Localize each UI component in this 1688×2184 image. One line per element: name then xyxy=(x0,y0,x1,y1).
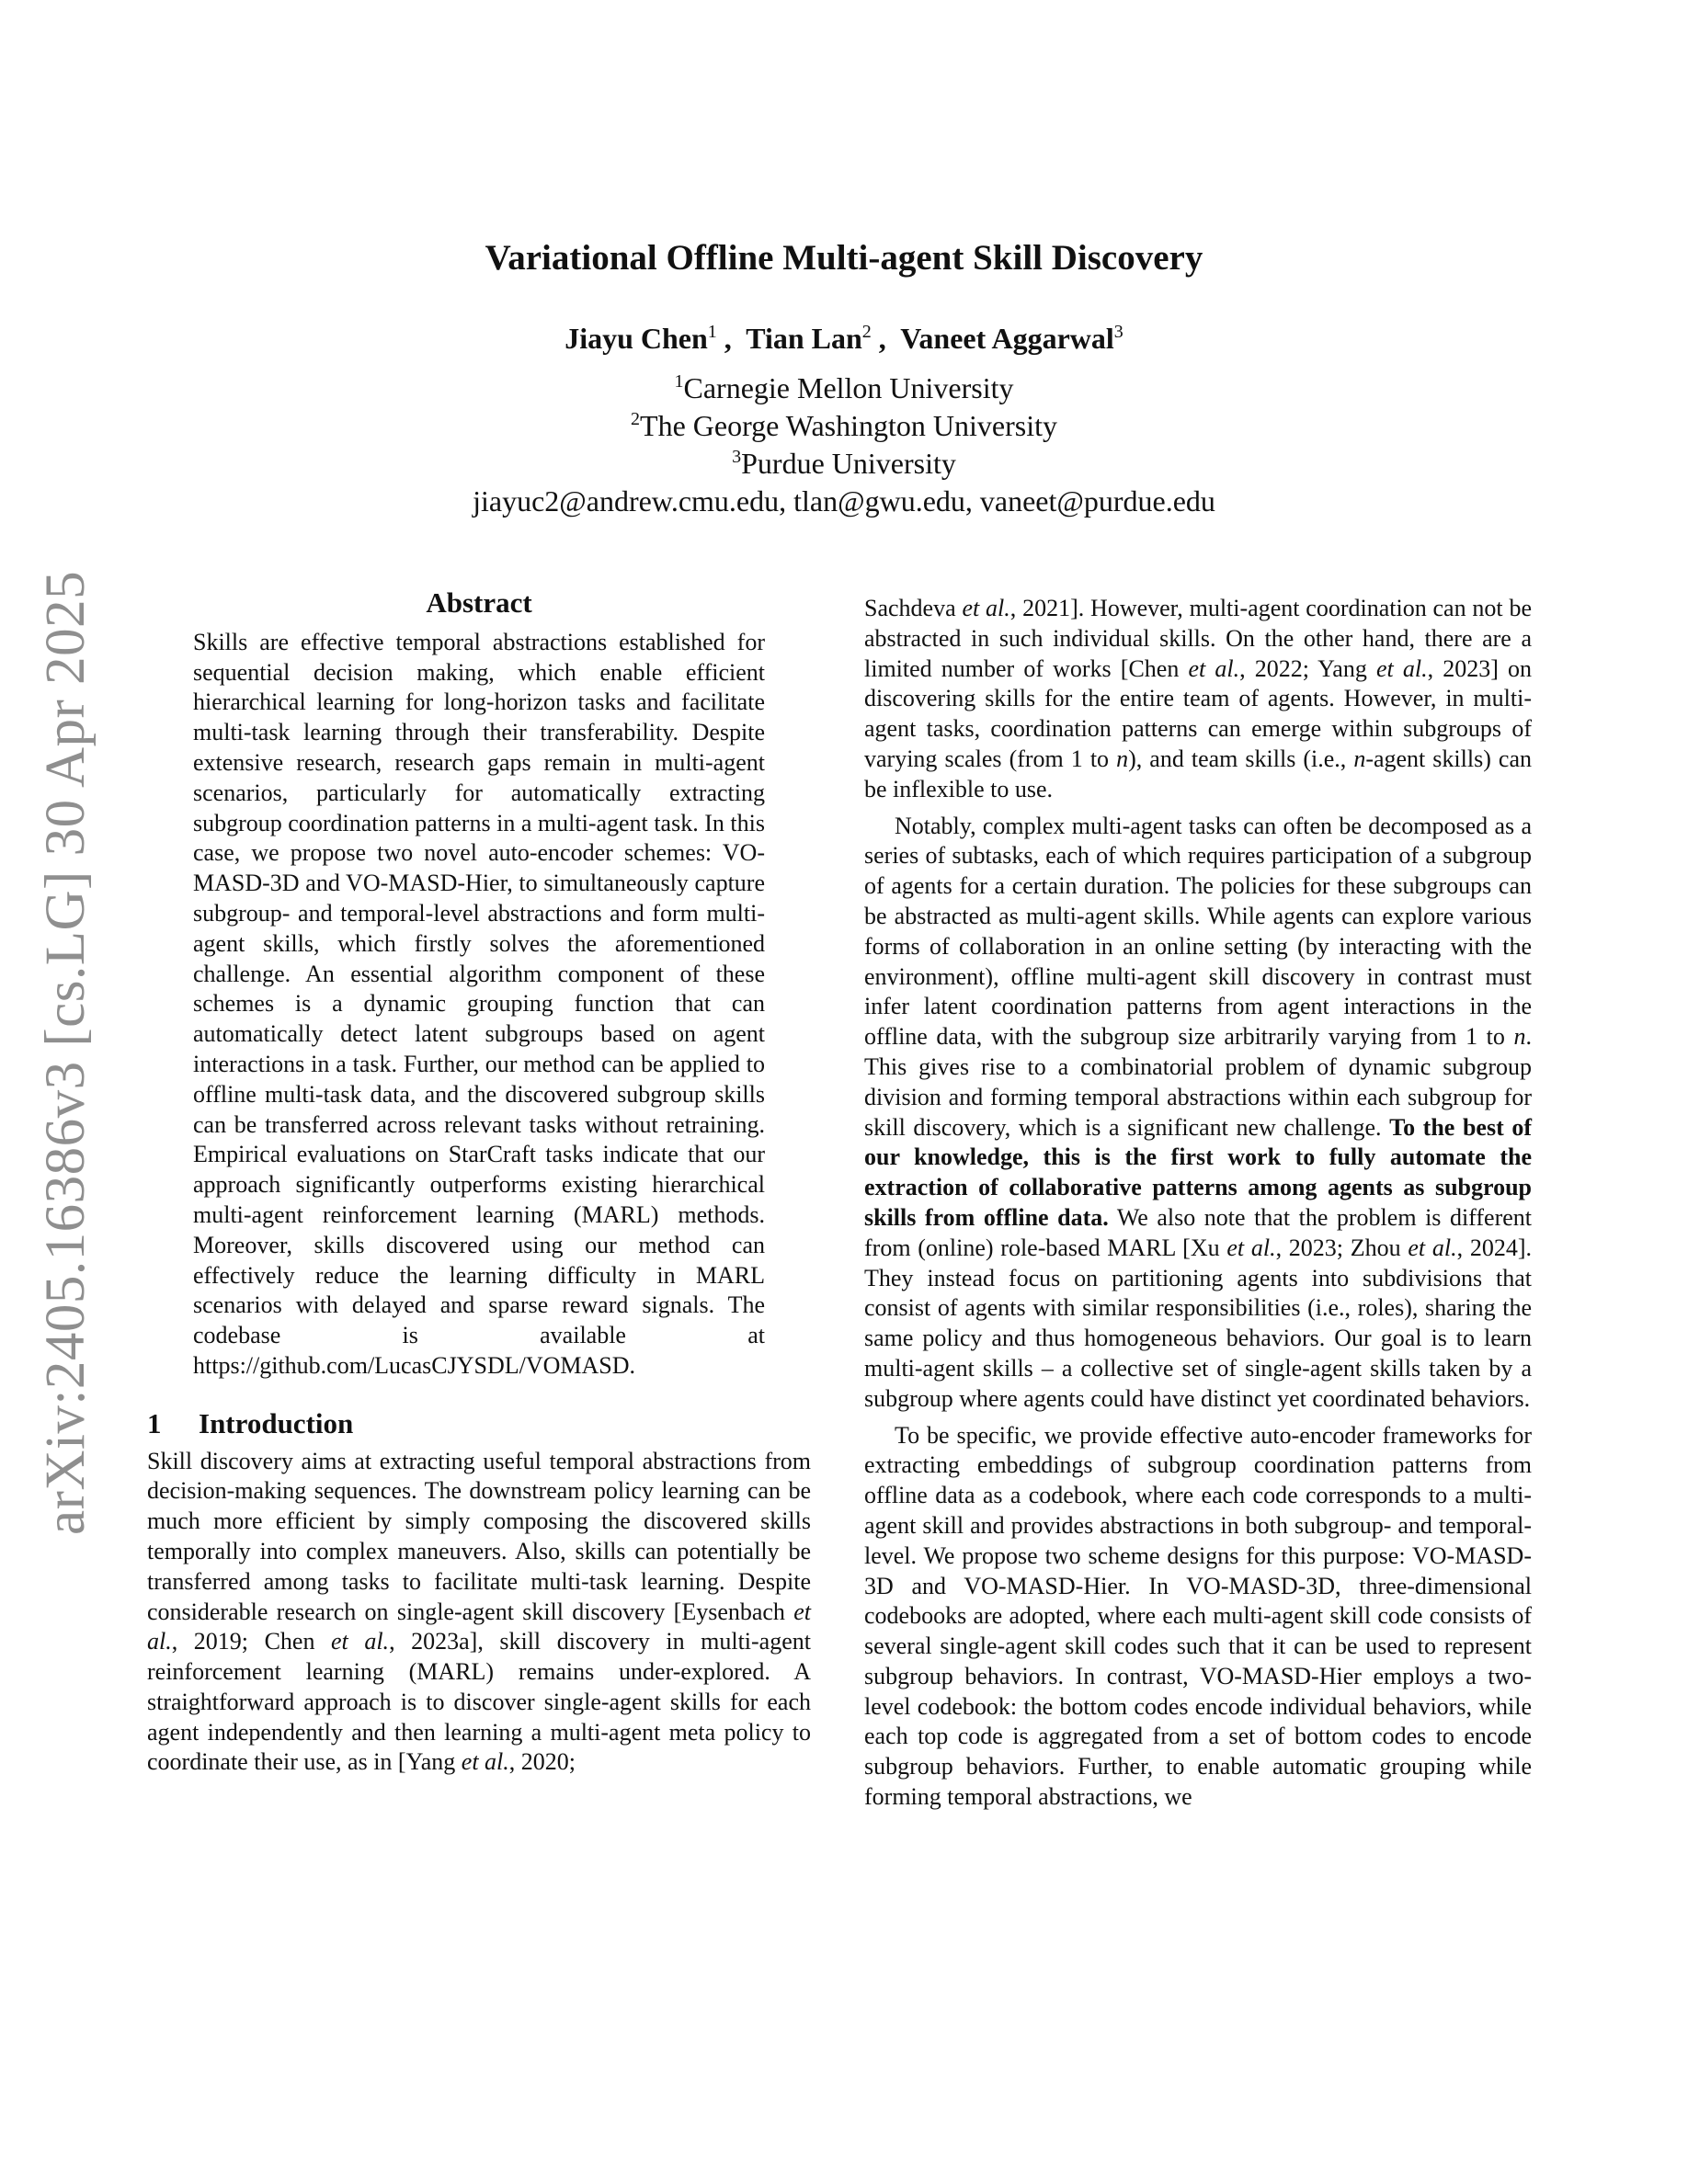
affiliation-name: Purdue University xyxy=(741,447,956,480)
right-column xyxy=(864,594,1532,1813)
affiliation-mark: 3 xyxy=(732,447,742,467)
left-column xyxy=(147,588,811,1778)
affiliation-name: Carnegie Mellon University xyxy=(683,371,1014,404)
intro-paragraph-3: To be specific, we provide effective auto-encoder frameworks for extracting embeddings of subgroup coordination patterns from offline data as a codebook, where each code corresponds to a multi-agent skill and provides abstractions in both subgroup- and temporal-level. We propose two scheme designs for this purpose: VO-MASD-3D and VO-MASD-Hier. In VO-MASD-3D, three-dimensional codebooks are adopted, where each multi-agent skill code consists of several single-agent skill codes such that it can be used to represent subgroup behaviors. In contrast, VO-MASD-Hier employs a two-level codebook: the bottom codes encode individual behaviors, while each top code is aggregated from a set of bottom codes to encode subgroup behaviors. Further, to enable automatic grouping while forming temporal abstractions, we xyxy=(864,1421,1532,1811)
abstract-heading: Abstract xyxy=(426,586,532,619)
author-emails: jiayuc2@andrew.cmu.edu, tlan@gwu.edu, vaneet@purdue.edu xyxy=(473,484,1215,518)
intro-paragraph-2: Notably, complex multi-agent tasks can often be decomposed as a series of subtasks, each of which requires participation of a subgroup of agents for a certain duration. The policies for these subgroups can be abstracted as multi-agent skills. While agents can explore various forms of collaboration in an online setting (by interacting with the environment), offline multi-agent skill discovery in contrast must infer latent coordination patterns from agent interactions in the offline data, with the subgroup size arbitrarily varying from 1 to n. This gives rise to a combinatorial problem of dynamic subgroup division and forming temporal abstractions within each subgroup for skill discovery, which is a significant new challenge. To the best of our knowledge, this is the first work to fully automate the extraction of collaborative patterns among agents as subgroup skills from offline data. We also note that the problem is different from (online) role-based MARL [Xu et al., 2023; Zhou et al., 2024]. They instead focus on partitioning agents into subdivisions that consist of agents with similar responsibilities (i.e., roles), sharing the same policy and thus homogeneous behaviors. Our goal is to learn multi-agent skills – a collective set of single-agent skills taken by a subgroup where agents could have distinct yet coordinated behaviors. xyxy=(864,812,1532,1412)
affiliation-mark: 2 xyxy=(631,409,641,429)
author-affil-mark: 1 xyxy=(707,322,717,342)
section-number: 1 xyxy=(147,1406,162,1439)
paper-title: Variational Offline Multi-agent Skill Discovery xyxy=(485,238,1203,278)
affiliation xyxy=(0,445,1688,483)
abstract-text: Skills are effective temporal abstractions established for sequential decision making, which enable efficient hierarchical learning for long-horizon tasks and facilitate multi-task learning through their transferability. Despite extensive research, research gaps remain in multi-agent scenarios, particularly for automatically extracting subgroup coordination patterns in a multi-agent task. In this case, we propose two novel auto-encoder schemes: VO-MASD-3D and VO-MASD-Hier, to simultaneously capture subgroup- and temporal-level abstractions and form multi-agent skills, which firstly solves the aforementioned challenge. An essential algorithm component of these schemes is a dynamic grouping function that can automatically detect latent subgroups based on agent interactions in a task. Further, our method can be applied to offline multi-task data, and the discovered subgroup skills can be transferred across relevant tasks without retraining. Empirical evaluations on StarCraft tasks indicate that our approach significantly outperforms existing hierarchical multi-agent reinforcement learning (MARL) methods. Moreover, skills discovered using our method can effectively reduce the learning difficulty in MARL scenarios with delayed and sparse reward signals. The codebase is available at https://github.com/LucasCJYSDL/VOMASD. xyxy=(193,628,765,1379)
author-affil-mark: 2 xyxy=(861,322,872,342)
author-name: Vaneet Aggarwal xyxy=(900,322,1114,355)
affiliation xyxy=(0,370,1688,407)
intro-paragraph-1: Skill discovery aims at extracting useful temporal abstractions from decision-making sequences. The downstream policy learning can be much more efficient by simply composing the discovered skills temporally into complex maneuvers. Also, skills can potentially be transferred among tasks to facilitate multi-task learning. Despite considerable research on single-agent skill discovery [Eysenbach et al., 2019; Chen et al., 2023a], skill discovery in multi-agent reinforcement learning (MARL) remains under-explored. A straightforward approach is to discover single-agent skills for each agent independently and then learning a multi-agent meta policy to coordinate their use, as in [Yang et al., 2020; xyxy=(147,1447,811,1776)
author-list: Jiayu Chen$^1$ , Tian Lan$^2$ , Vaneet Aggarwal$^3$ xyxy=(565,322,1123,355)
author-affil-mark: 3 xyxy=(1113,322,1123,342)
section-title: Introduction xyxy=(199,1406,354,1439)
affiliation xyxy=(0,407,1688,445)
author-name: Jiayu Chen xyxy=(565,322,708,355)
affiliation-mark: 1 xyxy=(674,371,684,392)
affiliation-name: The George Washington University xyxy=(640,409,1057,442)
affiliations xyxy=(0,370,1688,520)
arxiv-identifier-stamp: arXiv:2405.16386v3 [cs.LG] 30 Apr 2025 xyxy=(35,570,97,1535)
intro-paragraph-1-continued: Sachdeva et al., 2021]. However, multi-agent coordination can not be abstracted in such individual skills. On the other hand, there are a limited number of works [Chen et al., 2022; Yang et al., 2023] on discovering skills for the entire team of agents. However, in multi-agent tasks, coordination patterns can emerge within subgroups of varying scales (from 1 to n), and team skills (i.e., n-agent skills) can be inflexible to use. xyxy=(864,595,1532,802)
section-heading-introduction xyxy=(147,1406,811,1439)
author-name: Tian Lan xyxy=(746,322,862,355)
